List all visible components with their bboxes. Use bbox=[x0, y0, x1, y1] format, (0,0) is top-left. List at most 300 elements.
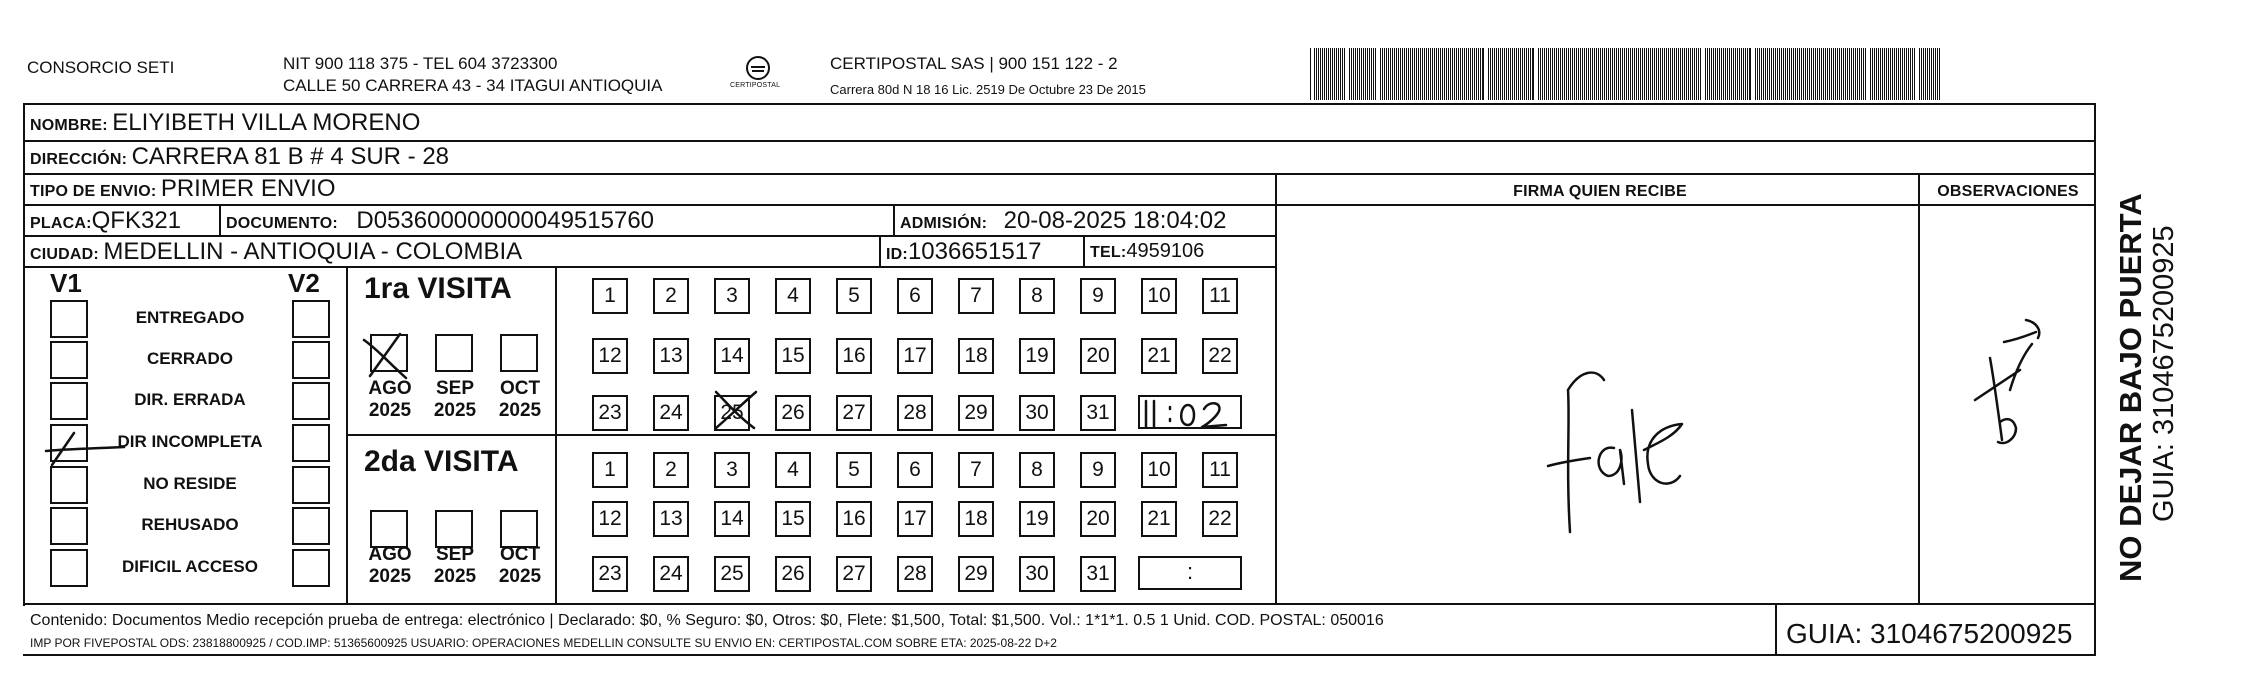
first-visit-day[interactable]: 30 bbox=[1019, 395, 1055, 431]
barcode-bar bbox=[1880, 48, 1881, 100]
second-visit-day[interactable]: 5 bbox=[836, 452, 872, 488]
second-visit-day[interactable]: 20 bbox=[1080, 501, 1116, 537]
barcode-bar bbox=[1330, 48, 1331, 100]
first-visit-day[interactable]: 25 bbox=[714, 395, 750, 431]
barcode-bar bbox=[1602, 48, 1603, 100]
barcode-bar bbox=[1777, 48, 1778, 100]
col-divider bbox=[893, 204, 895, 237]
barcode-bar bbox=[1779, 48, 1780, 100]
barcode-bar bbox=[1853, 48, 1854, 100]
month-name: SEP bbox=[435, 378, 475, 399]
barcode-bar bbox=[1524, 48, 1525, 100]
barcode-bar bbox=[1931, 48, 1932, 100]
barcode-bar bbox=[1320, 48, 1321, 100]
signature-divider bbox=[1275, 173, 1277, 605]
placa-label: PLACA: bbox=[30, 215, 92, 232]
footer-guia-divider bbox=[1775, 603, 1777, 656]
barcode-bar bbox=[1900, 48, 1901, 100]
barcode-bar bbox=[1326, 48, 1327, 100]
barcode-bar bbox=[1717, 48, 1718, 100]
first-visit-day[interactable]: 19 bbox=[1019, 338, 1055, 374]
barcode-bar bbox=[1787, 48, 1788, 100]
v2-status-checkbox[interactable] bbox=[292, 341, 330, 379]
barcode-bar bbox=[1831, 48, 1832, 100]
barcode-bar bbox=[1805, 48, 1806, 100]
month-name: SEP bbox=[435, 544, 475, 565]
month-name: AGO bbox=[368, 378, 412, 399]
barcode-bar bbox=[1482, 48, 1484, 100]
barcode-bar bbox=[1488, 48, 1489, 100]
barcode-bar bbox=[1454, 48, 1455, 100]
barcode-bar bbox=[1833, 48, 1834, 100]
barcode-bar bbox=[1472, 48, 1473, 100]
barcode-bar bbox=[1556, 48, 1557, 100]
observaciones-label: OBSERVACIONES bbox=[1937, 183, 2079, 200]
barcode-bar bbox=[1398, 48, 1399, 100]
barcode-bar bbox=[1843, 48, 1844, 100]
barcode-bar bbox=[1763, 48, 1764, 100]
barcode-bar bbox=[1859, 48, 1860, 100]
month-checkbox-sep[interactable] bbox=[435, 510, 473, 548]
barcode-bar bbox=[1342, 48, 1343, 100]
admision-label: ADMISIÓN: bbox=[900, 215, 988, 232]
barcode-bar bbox=[1894, 48, 1895, 100]
barcode-bar bbox=[1863, 48, 1864, 100]
barcode-bar bbox=[1829, 48, 1830, 100]
barcode-bar bbox=[1684, 48, 1685, 100]
first-visit-day[interactable]: 17 bbox=[897, 338, 933, 374]
barcode-bar bbox=[1548, 48, 1549, 100]
second-visit-day[interactable]: 28 bbox=[897, 556, 933, 592]
v2-status-checkbox[interactable] bbox=[292, 507, 330, 545]
second-visit-day[interactable]: 7 bbox=[958, 452, 994, 488]
barcode-bar bbox=[1576, 48, 1577, 100]
month-checkbox-oct[interactable] bbox=[500, 510, 538, 548]
first-visit-day[interactable]: 28 bbox=[897, 395, 933, 431]
status-label: ENTREGADO bbox=[135, 308, 245, 327]
id-label: ID: bbox=[886, 246, 908, 263]
barcode-bar bbox=[1759, 48, 1760, 100]
second-visit-day[interactable]: 26 bbox=[775, 556, 811, 592]
barcode-bar bbox=[1660, 48, 1661, 100]
first-visit-time-box[interactable] bbox=[1138, 395, 1242, 429]
month-name: OCT bbox=[499, 544, 541, 565]
v2-status-checkbox[interactable] bbox=[292, 466, 330, 504]
barcode-bar bbox=[1781, 48, 1782, 100]
barcode-bar bbox=[1500, 48, 1501, 100]
barcode-bar bbox=[1698, 48, 1699, 100]
second-visit-day[interactable]: 30 bbox=[1019, 556, 1055, 592]
v2-status-checkbox[interactable] bbox=[292, 382, 330, 420]
barcode-bar bbox=[1538, 48, 1539, 100]
tipo-value: PRIMER ENVIO bbox=[160, 175, 336, 202]
first-visit-day[interactable]: 13 bbox=[653, 338, 689, 374]
barcode-bar bbox=[1416, 48, 1417, 100]
barcode-bar bbox=[1448, 48, 1449, 100]
second-visit-day[interactable]: 12 bbox=[592, 501, 628, 537]
barcode-bar bbox=[1825, 48, 1826, 100]
barcode-bar bbox=[1876, 48, 1877, 100]
barcode-bar bbox=[1803, 48, 1804, 100]
barcode-bar bbox=[1813, 48, 1814, 100]
barcode-bar bbox=[1324, 48, 1325, 100]
barcode-bar bbox=[1586, 48, 1587, 100]
barcode-bar bbox=[1666, 48, 1667, 100]
barcode-bar bbox=[1908, 48, 1909, 100]
barcode-bar bbox=[1361, 48, 1362, 100]
barcode-bar bbox=[1510, 48, 1511, 100]
footer-print-line: IMP POR FIVEPOSTAL ODS: 23818800925 / COD.IMP: 51365600925 USUARIO: OPERACIONES MEDELLIN CONSULTE SU ENVIO EN: CERTIPOSTAL.COM SOBRE ETA: 2025-08-22 D+2 bbox=[30, 636, 1057, 650]
barcode-bar bbox=[1570, 48, 1571, 100]
barcode-bar bbox=[1857, 48, 1858, 100]
barcode-bar bbox=[1546, 48, 1547, 100]
status-label: NO RESIDE bbox=[143, 474, 237, 493]
barcode-bar bbox=[1741, 48, 1742, 100]
barcode-bar bbox=[1835, 48, 1836, 100]
v1-status-checkbox[interactable] bbox=[50, 341, 88, 379]
barcode-bar bbox=[1872, 48, 1873, 100]
ciudad-value: MEDELLIN - ANTIOQUIA - COLOMBIA bbox=[103, 238, 523, 265]
nombre-value: ELIYIBETH VILLA MORENO bbox=[112, 109, 421, 136]
barcode-bar bbox=[1692, 48, 1693, 100]
frame-top bbox=[23, 103, 2096, 105]
second-visit-day[interactable]: 13 bbox=[653, 501, 689, 537]
barcode-bar bbox=[1755, 48, 1756, 100]
barcode-bar bbox=[1888, 48, 1889, 100]
first-visit-day[interactable]: 10 bbox=[1141, 278, 1177, 314]
first-visit-day[interactable]: 8 bbox=[1019, 278, 1055, 314]
first-visit-day[interactable]: 12 bbox=[592, 338, 628, 374]
id-cell bbox=[886, 238, 1041, 266]
barcode-bar bbox=[1359, 48, 1360, 100]
company-name: CONSORCIO SETI bbox=[27, 58, 175, 77]
month-label bbox=[490, 544, 550, 588]
first-visit-day[interactable]: 27 bbox=[836, 395, 872, 431]
barcode-bar bbox=[1935, 48, 1936, 100]
second-visit-day[interactable]: 6 bbox=[897, 452, 933, 488]
barcode-bar bbox=[1554, 48, 1555, 100]
second-visit-day[interactable]: 27 bbox=[836, 556, 872, 592]
barcode-bar bbox=[1363, 48, 1364, 100]
barcode-bar bbox=[1498, 48, 1499, 100]
barcode-bar bbox=[1886, 48, 1887, 100]
month-name: AGO bbox=[368, 544, 412, 565]
col-divider bbox=[1083, 235, 1085, 268]
barcode-bar bbox=[1588, 48, 1589, 100]
barcode-bar bbox=[1476, 48, 1477, 100]
v2-status-checkbox[interactable] bbox=[292, 424, 330, 462]
barcode-bar bbox=[1470, 48, 1471, 100]
second-visit-day[interactable]: 10 bbox=[1141, 452, 1177, 488]
frame-left bbox=[23, 103, 25, 606]
barcode-bar bbox=[1737, 48, 1738, 100]
first-visit-day[interactable]: 14 bbox=[714, 338, 750, 374]
month-checkbox-ago[interactable] bbox=[370, 510, 408, 548]
barcode-bar bbox=[1721, 48, 1722, 100]
barcode-bar bbox=[1508, 48, 1509, 100]
month-checkbox-oct[interactable] bbox=[500, 334, 538, 372]
barcode-bar bbox=[1566, 48, 1567, 100]
barcode-bar bbox=[1925, 48, 1926, 100]
col-divider bbox=[879, 235, 881, 268]
barcode-bar bbox=[1438, 48, 1439, 100]
second-visit-day[interactable]: 25 bbox=[714, 556, 750, 592]
first-visit-day[interactable]: 26 bbox=[775, 395, 811, 431]
barcode-bar bbox=[1314, 48, 1315, 100]
barcode-bar bbox=[1316, 48, 1317, 100]
barcode-bar bbox=[1839, 48, 1840, 100]
first-visit-day[interactable]: 5 bbox=[836, 278, 872, 314]
barcode-bar bbox=[1390, 48, 1391, 100]
first-visit-day[interactable]: 22 bbox=[1202, 338, 1238, 374]
barcode-bar bbox=[1373, 48, 1374, 100]
barcode-bar bbox=[1408, 48, 1409, 100]
barcode-bar bbox=[1642, 48, 1643, 100]
footer-content-line: Contenido: Documentos Medio recepción prueba de entrega: electrónico | Declarado: $0, % Seguro: $0, Otros: $0, Flete: $1,500, Total: $1,500. Vol.: 1*1*1. 0.5 1 Unid. COD. POSTAL: 050016 bbox=[30, 612, 1384, 629]
barcode-bar bbox=[1404, 48, 1405, 100]
second-visit-day[interactable]: 31 bbox=[1080, 556, 1116, 592]
v2-status-checkbox[interactable] bbox=[292, 300, 330, 338]
month-year: 2025 bbox=[433, 400, 477, 421]
barcode-bar bbox=[1890, 48, 1891, 100]
license-line: Carrera 80d N 18 16 Lic. 2519 De Octubre 23 De 2015 bbox=[830, 82, 1146, 97]
barcode-bar bbox=[1919, 48, 1920, 100]
v1-status-checkbox[interactable] bbox=[50, 300, 88, 338]
barcode-bar bbox=[1939, 48, 1940, 100]
barcode-bar bbox=[1365, 48, 1366, 100]
first-visit-day[interactable]: 11 bbox=[1202, 278, 1238, 314]
barcode-bar bbox=[1526, 48, 1527, 100]
barcode-bar bbox=[1700, 48, 1701, 100]
first-visit-day[interactable]: 24 bbox=[653, 395, 689, 431]
barcode-bar bbox=[1480, 48, 1481, 100]
barcode-bar bbox=[1528, 48, 1529, 100]
barcode-bar bbox=[1410, 48, 1411, 100]
barcode-bar bbox=[1668, 48, 1669, 100]
address-line: CALLE 50 CARRERA 43 - 34 ITAGUI ANTIOQUIA bbox=[283, 76, 663, 95]
barcode-bar bbox=[1735, 48, 1736, 100]
barcode-bar bbox=[1672, 48, 1673, 100]
first-visit-day[interactable]: 9 bbox=[1080, 278, 1116, 314]
second-visit-day[interactable]: 3 bbox=[714, 452, 750, 488]
barcode-bar bbox=[1590, 48, 1591, 100]
v2-status-checkbox[interactable] bbox=[292, 549, 330, 587]
barcode-bar bbox=[1680, 48, 1681, 100]
barcode-bar bbox=[1424, 48, 1425, 100]
barcode-bar bbox=[1807, 48, 1808, 100]
barcode-bar bbox=[1444, 48, 1445, 100]
month-year: 2025 bbox=[498, 400, 542, 421]
second-visit-day[interactable]: 19 bbox=[1019, 501, 1055, 537]
barcode-bar bbox=[1310, 48, 1311, 100]
barcode-bar bbox=[1614, 48, 1615, 100]
barcode-bar bbox=[1709, 48, 1710, 100]
barcode-bar bbox=[1436, 48, 1437, 100]
first-visit-day[interactable]: 31 bbox=[1080, 395, 1116, 431]
second-visit-day[interactable]: 8 bbox=[1019, 452, 1055, 488]
month-year: 2025 bbox=[433, 566, 477, 587]
second-visit-day[interactable]: 16 bbox=[836, 501, 872, 537]
barcode-bar bbox=[1851, 48, 1852, 100]
first-visit-day[interactable]: 1 bbox=[592, 278, 628, 314]
second-visit-day[interactable]: 29 bbox=[958, 556, 994, 592]
admision-value: 20-08-2025 18:04:02 bbox=[1003, 207, 1227, 234]
barcode-bar bbox=[1432, 48, 1433, 100]
barcode-bar bbox=[1767, 48, 1768, 100]
ciudad-cell bbox=[30, 238, 522, 266]
certipostal-logo bbox=[728, 52, 788, 98]
second-visit-day[interactable]: 23 bbox=[592, 556, 628, 592]
barcode-bar bbox=[1616, 48, 1617, 100]
barcode-bar bbox=[1344, 48, 1345, 100]
barcode-bar bbox=[1456, 48, 1457, 100]
barcode-bar bbox=[1694, 48, 1695, 100]
month-year: 2025 bbox=[368, 400, 412, 421]
barcode-bar bbox=[1626, 48, 1627, 100]
v1-status-checkbox[interactable] bbox=[50, 507, 88, 545]
barcode-bar bbox=[1929, 48, 1930, 100]
barcode-bar bbox=[1783, 48, 1784, 100]
second-visit-day[interactable]: 15 bbox=[775, 501, 811, 537]
barcode-bar bbox=[1490, 48, 1491, 100]
month-year: 2025 bbox=[368, 566, 412, 587]
barcode-bar bbox=[1861, 48, 1862, 100]
barcode-bar bbox=[1719, 48, 1720, 100]
barcode-bar bbox=[1512, 48, 1513, 100]
barcode-bar bbox=[1353, 48, 1354, 100]
barcode-bar bbox=[1821, 48, 1822, 100]
barcode-bar bbox=[1870, 48, 1871, 100]
status-label: DIR. ERRADA bbox=[134, 390, 246, 409]
tel-value: 4959106 bbox=[1126, 240, 1205, 262]
barcode-bar bbox=[1874, 48, 1875, 100]
barcode-bar bbox=[1375, 48, 1376, 100]
nombre-label: NOMBRE: bbox=[30, 117, 108, 134]
barcode-bar bbox=[1608, 48, 1609, 100]
barcode-bar bbox=[1522, 48, 1523, 100]
barcode-bar bbox=[1845, 48, 1846, 100]
second-visit-day[interactable]: 18 bbox=[958, 501, 994, 537]
admision-cell bbox=[900, 207, 1226, 235]
barcode-bar bbox=[1865, 48, 1866, 100]
barcode-bar bbox=[1898, 48, 1899, 100]
second-visit-day[interactable]: 11 bbox=[1202, 452, 1238, 488]
barcode-bar bbox=[1340, 48, 1341, 100]
second-visit-day[interactable]: 2 bbox=[653, 452, 689, 488]
barcode-bar bbox=[1785, 48, 1786, 100]
first-visit-day[interactable]: 29 bbox=[958, 395, 994, 431]
first-visit-day[interactable]: 23 bbox=[592, 395, 628, 431]
barcode-bar bbox=[1725, 48, 1726, 100]
v1-status-checkbox[interactable] bbox=[50, 549, 88, 587]
barcode-bar bbox=[1682, 48, 1683, 100]
barcode-bar bbox=[1492, 48, 1493, 100]
barcode-bar bbox=[1686, 48, 1687, 100]
barcode-bar bbox=[1841, 48, 1842, 100]
barcode-bar bbox=[1496, 48, 1497, 100]
barcode-bar bbox=[1592, 48, 1593, 100]
second-visit-day[interactable]: 17 bbox=[897, 501, 933, 537]
barcode-bar bbox=[1733, 48, 1734, 100]
barcode-bar bbox=[1727, 48, 1728, 100]
side-guia: GUIA: 3104675200925 bbox=[2148, 225, 2180, 522]
first-visit-day[interactable]: 6 bbox=[897, 278, 933, 314]
barcode-bar bbox=[1910, 48, 1911, 100]
barcode-bar bbox=[1791, 48, 1792, 100]
barcode-bar bbox=[1542, 48, 1543, 100]
barcode-bar bbox=[1318, 48, 1319, 100]
footer-guia: GUIA: 3104675200925 bbox=[1786, 618, 2073, 649]
barcode-bar bbox=[1422, 48, 1423, 100]
month-checkbox-sep[interactable] bbox=[435, 334, 473, 372]
barcode-bar bbox=[1420, 48, 1421, 100]
barcode-bar bbox=[1357, 48, 1358, 100]
barcode-bar bbox=[1896, 48, 1897, 100]
barcode-bar bbox=[1904, 48, 1905, 100]
first-visit-day[interactable]: 15 bbox=[775, 338, 811, 374]
second-visit-day[interactable]: 24 bbox=[653, 556, 689, 592]
first-visit-day[interactable]: 2 bbox=[653, 278, 689, 314]
second-visit-day[interactable]: 1 bbox=[592, 452, 628, 488]
row-divider bbox=[23, 140, 2096, 142]
tipo-label: TIPO DE ENVIO: bbox=[30, 183, 157, 200]
barcode-bar bbox=[1516, 48, 1517, 100]
barcode-bar bbox=[1400, 48, 1401, 100]
barcode-bar bbox=[1468, 48, 1469, 100]
barcode-bar bbox=[1892, 48, 1893, 100]
barcode-bar bbox=[1797, 48, 1798, 100]
barcode-bar bbox=[1849, 48, 1850, 100]
barcode-bar bbox=[1696, 48, 1697, 100]
status-label: REHUSADO bbox=[141, 515, 239, 534]
second-visit-day[interactable]: 22 bbox=[1202, 501, 1238, 537]
first-visit-day[interactable]: 4 bbox=[775, 278, 811, 314]
first-visit-day[interactable]: 18 bbox=[958, 338, 994, 374]
second-visit-day[interactable]: 9 bbox=[1080, 452, 1116, 488]
first-visit-day[interactable]: 16 bbox=[836, 338, 872, 374]
day-check-mark bbox=[708, 386, 764, 434]
barcode-bar bbox=[1638, 48, 1639, 100]
barcode-bar bbox=[1612, 48, 1613, 100]
barcode-bar bbox=[1367, 48, 1368, 100]
barcode-bar bbox=[1384, 48, 1385, 100]
barcode-bar bbox=[1757, 48, 1758, 100]
barcode-bar bbox=[1502, 48, 1503, 100]
v1-status-checkbox[interactable] bbox=[50, 382, 88, 420]
second-visit-day[interactable]: 21 bbox=[1141, 501, 1177, 537]
tel-cell bbox=[1090, 240, 1204, 263]
ciudad-label: CIUDAD: bbox=[30, 246, 99, 263]
barcode-bar bbox=[1520, 48, 1521, 100]
second-visit-time-box[interactable]: : bbox=[1138, 556, 1242, 590]
first-visit-day[interactable]: 3 bbox=[714, 278, 750, 314]
barcode-bar bbox=[1562, 48, 1563, 100]
first-visit-day[interactable]: 21 bbox=[1141, 338, 1177, 374]
barcode-bar bbox=[1474, 48, 1475, 100]
first-visit-day[interactable]: 20 bbox=[1080, 338, 1116, 374]
first-visit-day[interactable]: 7 bbox=[958, 278, 994, 314]
barcode-bar bbox=[1334, 48, 1335, 100]
barcode-bar bbox=[1933, 48, 1934, 100]
barcode-bar bbox=[1369, 48, 1370, 100]
barcode-bar bbox=[1478, 48, 1479, 100]
barcode-bar bbox=[1544, 48, 1545, 100]
barcode-bar bbox=[1332, 48, 1333, 100]
second-visit-day[interactable]: 14 bbox=[714, 501, 750, 537]
time-handwriting bbox=[1140, 397, 1240, 429]
second-visit-day[interactable]: 4 bbox=[775, 452, 811, 488]
side-warning: NO DEJAR BAJO PUERTA bbox=[2113, 193, 2148, 582]
